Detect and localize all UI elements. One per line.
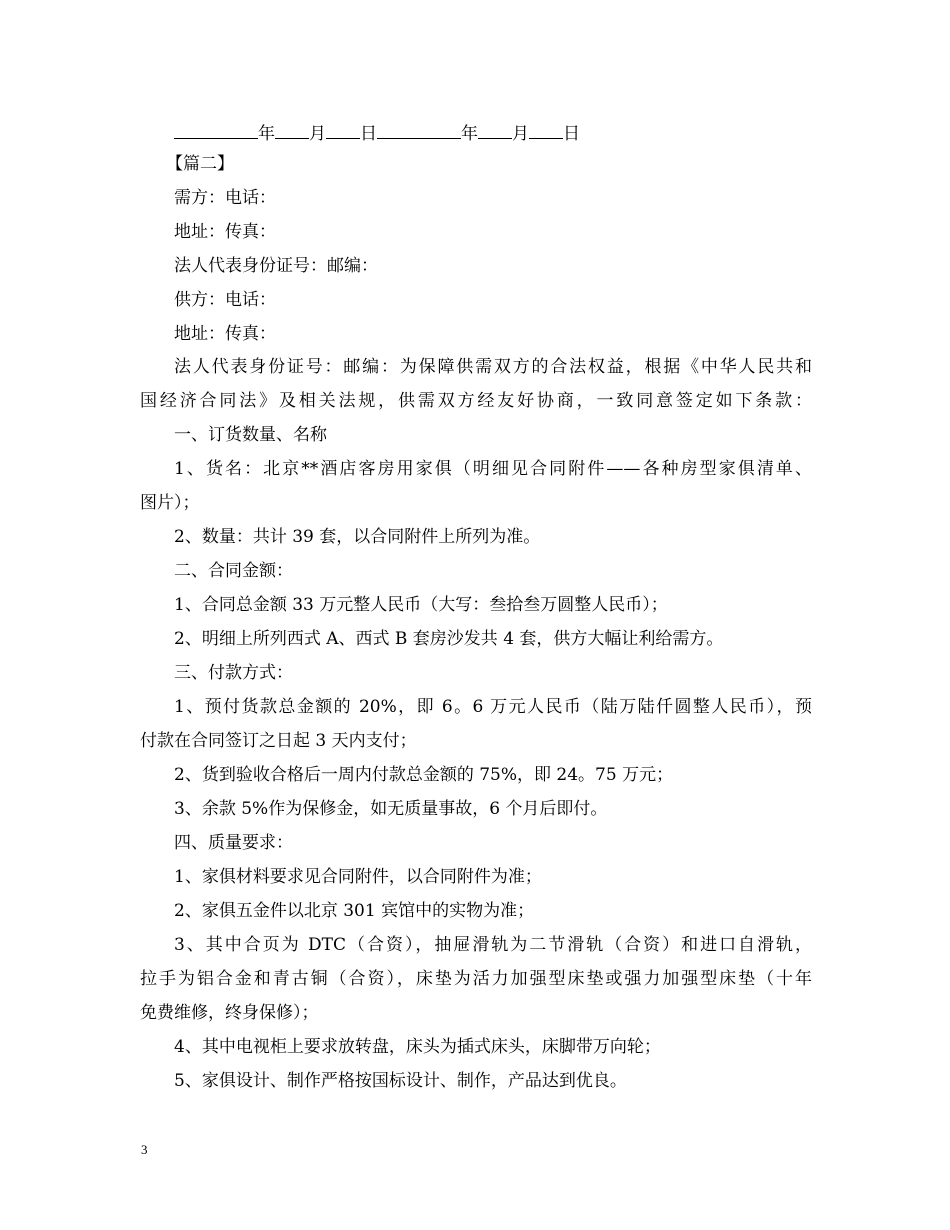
text-line: 3、其中合页为 DTC（合资），抽屉滑轨为二节滑轨（合资）和进口自滑轨， (174, 935, 812, 955)
day-label: 日 (563, 124, 580, 144)
text-line: 法人代表身份证号：邮编：为保障供需双方的合法权益，根据《中华人民共和 (174, 357, 812, 377)
text-line: 免费维修，终身保修）； (140, 1003, 319, 1023)
text-line: 2、货到验收合格后一周内付款总金额的 75%，即 24。75 万元； (174, 765, 674, 785)
month-label: 月 (512, 124, 529, 144)
text-line: 国经济合同法》及相关法规，供需双方经友好协商，一致同意签定如下条款： (140, 391, 812, 411)
text-line: 图片）； (140, 493, 200, 513)
section-heading: 【篇二】 (166, 154, 234, 174)
text-line: 4、其中电视柜上要求放转盘，床头为插式床头，床脚带万向轮； (174, 1037, 661, 1057)
text-line: 2、明细上所列西式 A、西式 B 套房沙发共 4 套，供方大幅让利给需方。 (174, 629, 724, 649)
text-line: 3、余款 5%作为保修金，如无质量事故，6 个月后即付。 (174, 799, 608, 819)
signature-date-line (174, 121, 846, 144)
text-line: 2、数量：共计 39 套，以合同附件上所列为准。 (174, 527, 541, 547)
blank-underline (478, 121, 512, 139)
page-number: 3 (141, 1142, 148, 1157)
text-line: 拉手为铝合金和青古铜（合资），床垫为活力加强型床垫或强力加强型床垫（十年 (140, 969, 812, 989)
blank-underline (275, 121, 309, 139)
text-line: 一、订货数量、名称 (174, 425, 327, 445)
text-line: 5、家俱设计、制作严格按国标设计、制作，产品达到优良。 (174, 1071, 627, 1091)
blank-underline (529, 121, 563, 139)
text-line: 供方：电话： (174, 290, 276, 310)
text-line: 付款在合同签订之日起 3 天内支付； (140, 731, 417, 751)
month-label: 月 (309, 124, 326, 144)
text-line: 1、合同总金额 33 万元整人民币（大写：叁拾叁万圆整人民币）； (174, 595, 668, 615)
text-line: 1、预付货款总金额的 20%，即 6。6 万元人民币（陆万陆仟圆整人民币），预 (174, 697, 812, 717)
text-line: 三、付款方式： (174, 663, 293, 683)
blank-underline (326, 121, 360, 139)
text-line: 需方：电话： (174, 188, 276, 208)
text-line: 1、货名：北京**酒店客房用家俱（明细见合同附件——各种房型家俱清单、 (174, 459, 812, 479)
text-line: 法人代表身份证号：邮编： (174, 256, 378, 276)
text-line: 2、家俱五金件以北京 301 宾馆中的实物为准； (174, 901, 535, 921)
text-line: 地址：传真： (174, 324, 276, 344)
blank-underline (377, 121, 461, 139)
year-label: 年 (258, 124, 275, 144)
blank-underline (174, 121, 258, 139)
text-line: 1、家俱材料要求见合同附件，以合同附件为准； (174, 867, 542, 887)
year-label: 年 (461, 124, 478, 144)
day-label: 日 (360, 124, 377, 144)
text-line: 地址：传真： (174, 222, 276, 242)
text-line: 四、质量要求： (174, 833, 293, 853)
text-line: 二、合同金额： (174, 561, 293, 581)
